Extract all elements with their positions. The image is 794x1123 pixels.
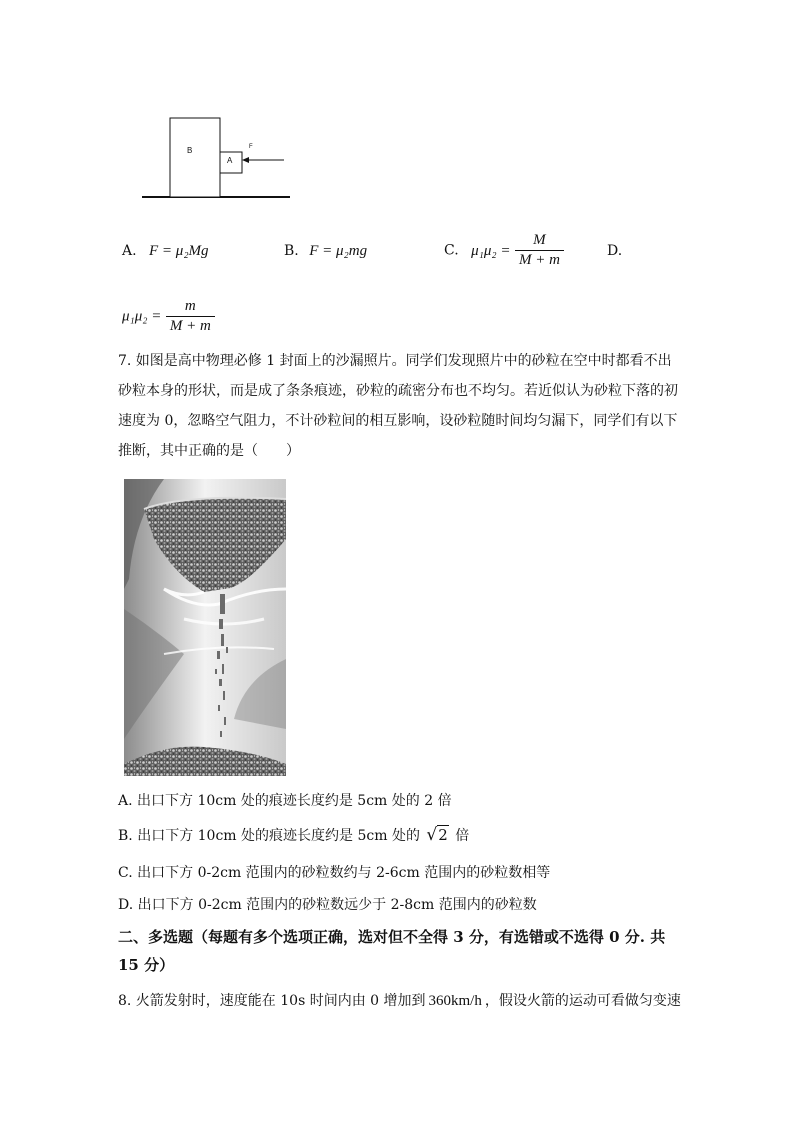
option-text: 倍 xyxy=(455,828,470,844)
q7-option-c[interactable]: C. 出口下方 0-2cm 范围内的砂粒数约与 2-6cm 范围内的砂粒数相等 xyxy=(118,865,551,881)
q6-option-d[interactable] xyxy=(122,298,215,335)
blocks-diagram xyxy=(138,110,298,205)
q7-option-b[interactable] xyxy=(118,825,469,845)
q7-line: 7. 如图是高中物理必修 1 封面上的沙漏照片。同学们发现照片中的砂粒在空中时都看不出 xyxy=(118,353,672,369)
fraction-numerator: M xyxy=(515,232,564,251)
block-a-label: A xyxy=(227,156,233,165)
q7-line: 速度为 0，忽略空气阻力，不计砂粒间的相互影响，设砂粒随时间均匀漏下，同学们有以下 xyxy=(118,413,678,429)
option-lhs: μ₁μ₂ = xyxy=(471,242,511,259)
option-fraction xyxy=(166,298,215,335)
block-b-label: B xyxy=(187,146,193,155)
q7-line: 砂粒本身的形状，而是成了条条痕迹，砂粒的疏密分布也不均匀。若近似认为砂粒下落的初 xyxy=(118,383,678,399)
hourglass-image xyxy=(124,479,286,776)
fraction-denominator: M + m xyxy=(169,318,211,334)
q6-option-c[interactable] xyxy=(444,232,564,269)
q7-option-d[interactable]: D. 出口下方 0-2cm 范围内的砂粒数远少于 2-8cm 范围内的砂粒数 xyxy=(118,897,537,913)
option-letter: B. xyxy=(284,243,299,259)
option-formula: F = μ₂mg xyxy=(309,243,368,259)
fraction-numerator: m xyxy=(166,298,215,317)
fraction-denominator: M + m xyxy=(518,252,560,268)
option-formula: F = μ₂Mg xyxy=(149,243,209,259)
sqrt-expression: √2 xyxy=(426,825,448,845)
section-heading xyxy=(118,923,688,979)
option-text: B. 出口下方 10cm 处的痕迹长度约是 5cm 处的 xyxy=(118,828,420,844)
force-label: F xyxy=(249,144,253,150)
q8-speed-value: 360km/h xyxy=(428,993,482,1009)
q6-option-a[interactable] xyxy=(122,243,209,260)
block-b xyxy=(170,118,220,197)
q8-text: 8. 火箭发射时，速度能在 10s 时间内由 0 增加到 xyxy=(118,993,426,1009)
q7-option-a[interactable]: A. 出口下方 10cm 处的痕迹长度约是 5cm 处的 2 倍 xyxy=(118,793,452,809)
option-letter: C. xyxy=(444,242,459,259)
blocks-figure xyxy=(138,110,298,205)
section-heading-line: 二、多选题（每题有多个选项正确，选对但不全得 3 分，有选错或不选得 0 分. 共 xyxy=(118,928,666,946)
option-letter: A. xyxy=(122,243,137,259)
q6-option-b[interactable] xyxy=(284,243,367,260)
sqrt-radicand: 2 xyxy=(438,826,448,844)
q8-text: ，假设火箭的运动可看做匀变速 xyxy=(484,993,681,1009)
q6-option-d-letter[interactable]: D. xyxy=(607,243,623,259)
option-fraction xyxy=(515,232,564,269)
q7-stem xyxy=(118,346,688,466)
q8-stem xyxy=(118,990,688,1010)
force-arrowhead xyxy=(242,157,249,163)
option-lhs: μ₁μ₂ = xyxy=(122,308,162,325)
section-heading-line: 15 分） xyxy=(118,956,175,974)
hourglass-photo xyxy=(124,479,286,776)
q7-line: 推断，其中正确的是（ ） xyxy=(118,443,300,459)
